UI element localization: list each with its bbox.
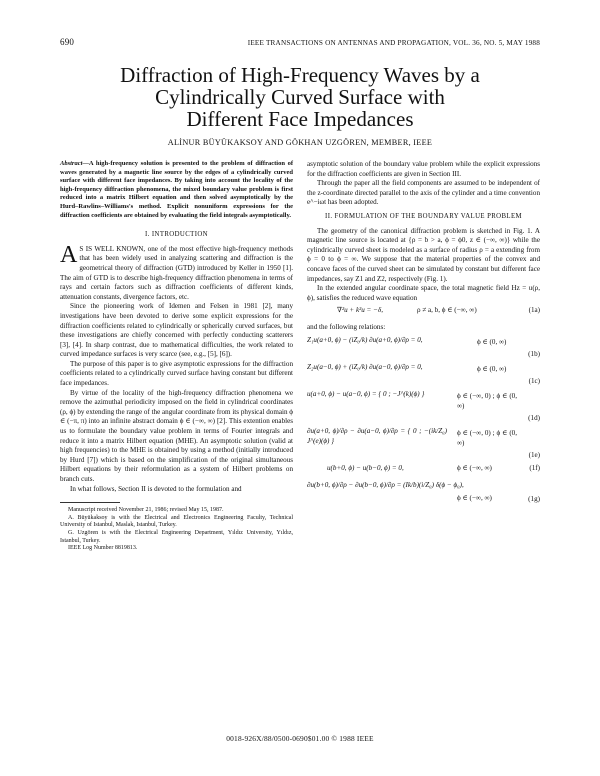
journal-citation: IEEE TRANSACTIONS ON ANTENNAS AND PROPAGATION, VOL. 36, NO. 5, MAY 1988 [247,39,540,47]
footnote-author-1: A. Büyükaksoy is with the Electrical and Electronics Engineering Faculty, Technical University of Istanbul, Maslak, Istanbul, Turkey. [60,514,293,529]
equation-1e [307,427,540,461]
abstract [60,160,293,220]
left-column [60,160,293,553]
abstract-text: —A high-frequency solution is presented to the problem of diffraction of waves generated by a magnetic line source by the edges of a cylindrically curved surface with different face impedances. By taking into account the locality of the high-frequency diffraction phenomena, the mixed boundary value problem is first reduced into a matrix Hilbert equation and then solved asymptotically by the Hurd–Rawlins–Williams's method. Explicit nonuniform expressions for the diffraction coefficients are obtained by evaluating the field integrals asymptotically. [60,160,293,219]
right-paragraph-2: Through the paper all the field components are assumed to be independent of the z-coordinate directed parallel to the axis of the cylinder and a time convention e^−iωt has been adopted. [307,179,540,207]
equation-1c-body: Z₂u(a−0, ϕ) + (iZ₀/k) ∂u(a−0, ϕ)/∂ρ = 0, [307,362,423,371]
equation-1e-number: (1e) [528,451,540,460]
right-paragraph-1: asymptotic solution of the boundary value problem while the explicit expressions for the diffraction coefficients are given in Section III. [307,160,540,178]
equation-1c [307,363,540,387]
equation-1c-number: (1c) [528,377,540,386]
running-header [60,37,540,49]
intro-paragraph-1 [60,241,293,303]
title-line-1: Diffraction of High-Frequency Waves by a [120,63,480,87]
section-heading-introduction: I. INTRODUCTION [144,231,208,239]
footnote-author-2: G. Uzgören is with the Electrical Engineering Department, Yıldız University, Yıldız, Istanbul, Turkey. [60,529,293,544]
footnote-received: Manuscript received November 21, 1986; revised May 15, 1987. [68,507,224,514]
intro-paragraph-4: By virtue of the locality of the high-frequency diffraction phenomena we remove the azimuthal periodicity imposed on the field in cylindrical coordinates (ρ, ϕ) by extending the range of the angular coordinate from its physical domain ϕ ∈ (−π, π) into an infinite abstract domain ϕ ∈ (−∞, ∞) [2]. This extention enables us to formulate the boundary value problem in terms of Fourier integrals and reduce it into a matrix Hilbert equation (MHE). An asymptotic solution (valid at high frequencies) to the MHE is obtained by using a method (initially introduced by Hurd [7]) which is based on the simplification of the original simultaneous Hilbert equations by their reformulation as a system of Hilbert problems on branch cuts. [60,388,294,483]
intro-paragraph-5: In what follows, Section II is devoted to the formulation and [70,484,242,493]
equation-1b-number: (1b) [528,350,540,359]
abstract-lead: Abstract [60,160,83,167]
title-line-2: Cylindrically Curved Surface with [155,85,445,109]
equation-1d-number: (1d) [528,414,540,423]
equation-1a-condition: ρ ≠ a, b, ϕ ∈ (−∞, ∞) [417,306,477,315]
intro-paragraph-2: Since the pioneering work of Idemen and Felsen in 1981 [2], many investigations have been devoted to derive some explicit expressions for the diffraction coefficients related to cylindrically or spherically curved surfaces, but these investigations are chiefly concerned with perfectly conducting scatterers [3], [4]. In sharp contrast, due to mathematical difficulties, the work related to curved impedance surfaces is very scarce (see, e.g., [5], [6]). [60,302,293,359]
equation-1e-condition: ϕ ∈ (−∞, 0) ; ϕ ∈ (0, ∞) [457,428,517,447]
equation-1b-body: Z₁u(a+0, ϕ) − (iZ₀/k) ∂u(a+0, ϕ)/∂ρ = 0, [307,335,423,344]
equation-1g-number: (1g) [528,495,540,504]
equation-1g-body: ∂u(b+0, ϕ)/∂ρ − ∂u(b−0, ϕ)/∂ρ = (Ik/b)(i/Z₀) δ(ϕ − ϕ₀), [307,480,464,489]
intro-paragraph-1-text: S IS WELL KNOWN, one of the most effective high-frequency methods that has been widely used in analyzing scattering and diffraction is the geometrical theory of diffraction (GTD) introduced by Keller in 1950 [1]. The aim of GTD is to describe high-frequency diffraction phenomena in terms of rays and certain factors such as diffraction coefficients of different kinds, attenuation constants, divergence factors, etc. [60,244,293,301]
footnote-rule [60,502,120,503]
equation-1d [307,390,540,424]
equation-1b [307,336,540,360]
paper-title [60,64,540,130]
copyright-line: 0018-926X/88/0500-0690$01.00 © 1988 IEEE [226,734,374,743]
page-number: 690 [60,37,75,47]
drop-cap: A [60,241,78,268]
right-paragraph-3: The geometry of the canonical diffraction problem is sketched in Fig. 1. A magnetic line source is located at {ρ = b > a, ϕ = ϕ0, z ∈ (−∞, ∞)} while the cylindrically curved sheet is modeled as a surface of radius ρ = a extending from ϕ = 0 to ϕ = ∞. We suppose that the material properties of the convex and concave faces of the curved sheet can be simulated by constant but different face impedances, say Z1 and Z2, respectively (Fig. 1). [307,226,540,283]
equation-1c-condition: ϕ ∈ (0, ∞) [477,364,507,373]
footnote-log-number: IEEE Log Number 8819813. [68,545,138,552]
right-paragraph-5: and the following relations: [307,323,386,332]
equation-1f-body: u(b+0, ϕ) − u(b−0, ϕ) = 0, [327,463,404,472]
equation-1f-number: (1f) [529,463,540,472]
author-line: ALİNUR BÜYÜKAKSOY AND GÖKHAN UZGÖREN, MEMBER, IEEE [167,138,433,147]
title-line-3: Different Face Impedances [186,107,414,131]
equation-1f-condition: ϕ ∈ (−∞, ∞) [457,463,492,472]
right-column [307,160,540,508]
equation-1a-number: (1a) [528,306,540,315]
right-paragraph-4: In the extended angular coordinate space, the total magnetic field Hz = u(ρ, ϕ), satisfies the reduced wave equation [307,284,540,302]
footnotes [60,502,293,553]
equation-1a [307,306,540,320]
equation-1d-condition: ϕ ∈ (−∞, 0) ; ϕ ∈ (0, ∞) [457,391,517,410]
section-heading-formulation: II. FORMULATION OF THE BOUNDARY VALUE PROBLEM [325,212,522,220]
equation-1d-body: u(a+0, ϕ) − u(a−0, ϕ) = { 0 ; −J^(k)(ϕ) } [307,389,425,398]
equation-1g-condition: ϕ ∈ (−∞, ∞) [457,493,492,502]
equation-1f [307,464,540,478]
equation-1e-body: ∂u(a+0, ϕ)/∂ρ − ∂u(a−0, ϕ)/∂ρ = { 0 ; −(ik/Z₀) J^(e)(ϕ) } [307,426,447,445]
intro-paragraph-3: The purpose of this paper is to give asymptotic expressions for the diffraction coefficients related to a cylindrically curved surface having constant but different face impedances. [60,359,293,388]
equation-1g [307,481,540,505]
equation-1a-body: ∇²u + k²u = −δ, [337,306,383,315]
equation-1b-condition: ϕ ∈ (0, ∞) [477,337,507,346]
